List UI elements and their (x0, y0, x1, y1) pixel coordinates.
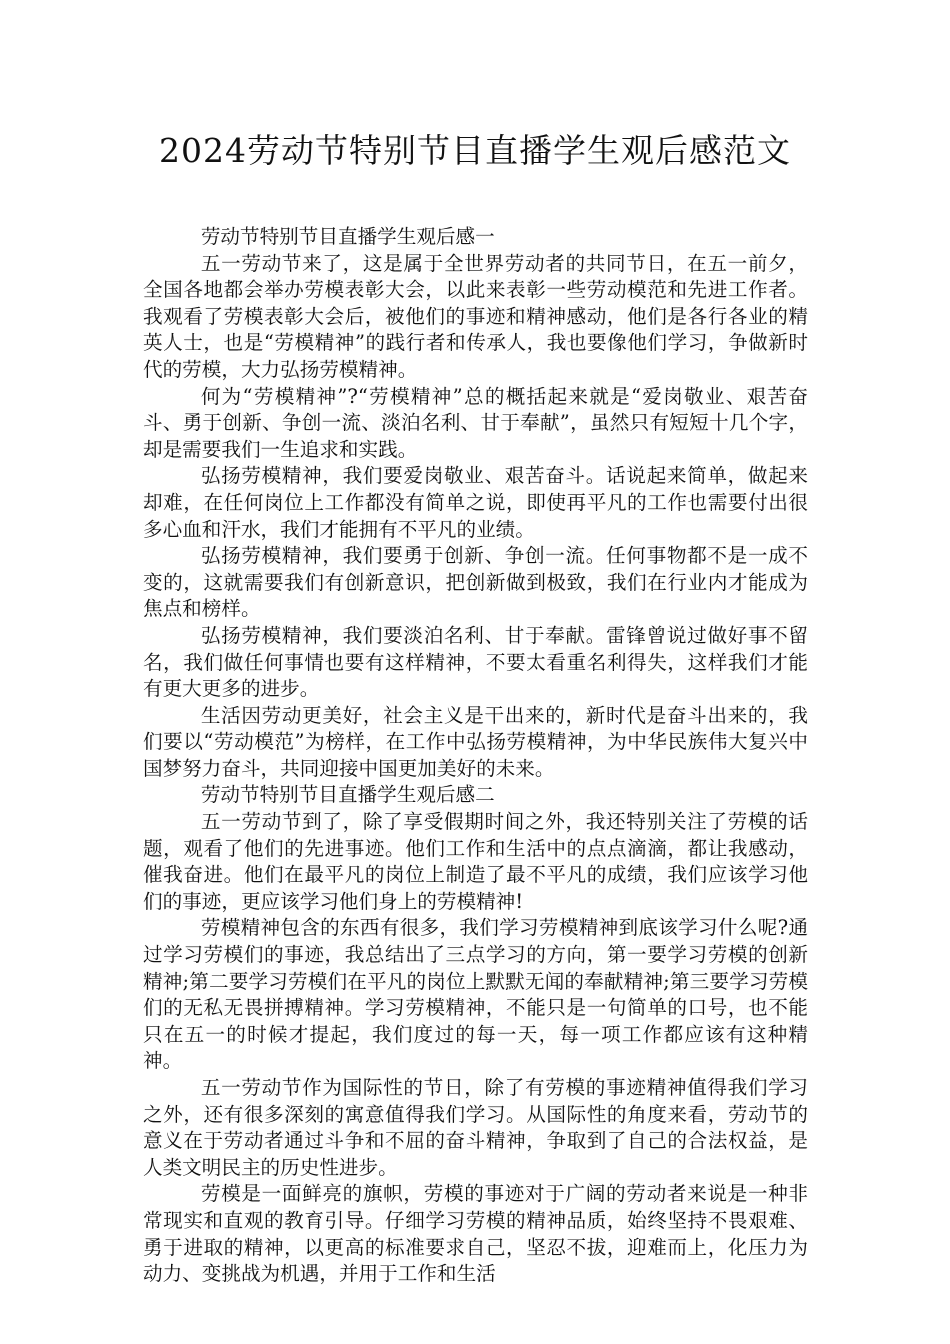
paragraph: 劳模是一面鲜亮的旗帜，劳模的事迹对于广阔的劳动者来说是一种非常现实和直观的教育引导。仔细学习劳模的精神品质，始终坚持不畏艰难、勇于进取的精神，以更高的标准要求自己，坚忍不拔，迎难而上，化压力为动力、变挑战为机遇，并用于工作和生活 (143, 1182, 808, 1286)
paragraph: 五一劳动节作为国际性的节日，除了有劳模的事迹精神值得我们学习之外，还有很多深刻的寓意值得我们学习。从国际性的角度来看，劳动节的意义在于劳动者通过斗争和不屈的奋斗精神，争取到了自己的合法权益，是人类文明民主的历史性进步。 (143, 1076, 808, 1179)
paragraph: 五一劳动节来了，这是属于全世界劳动者的共同节日，在五一前夕，全国各地都会举办劳模表彰大会，以此来表彰一些劳动模范和先进工作者。我观看了劳模表彰大会后，被他们的事迹和精神感动，他们是各行各业的精英人士，也是“劳模精神”的践行者和传承人，我也要像他们学习，争做新时代的劳模，大力弘扬劳模精神。 (143, 251, 808, 381)
paragraph: 弘扬劳模精神，我们要爱岗敬业、艰苦奋斗。话说起来简单，做起来却难，在任何岗位上工作都没有简单之说，即使再平凡的工作也需要付出很多心血和汗水，我们才能拥有不平凡的业绩。 (143, 464, 808, 541)
section-heading-2: 劳动节特别节目直播学生观后感二 (200, 783, 495, 807)
paragraph: 弘扬劳模精神，我们要淡泊名利、甘于奉献。雷锋曾说过做好事不留名，我们做任何事情也要有这样精神，不要太看重名利得失，这样我们才能有更大更多的进步。 (143, 623, 808, 701)
section-heading-1: 劳动节特别节目直播学生观后感一 (200, 225, 495, 248)
document-title: 2024劳动节特别节目直播学生观后感范文 (159, 131, 791, 170)
paragraph: 弘扬劳模精神，我们要勇于创新、争创一流。任何事物都不是一成不变的，这就需要我们有创新意识，把创新做到极致，我们在行业内才能成为焦点和榜样。 (143, 544, 808, 621)
paragraph: 五一劳动节到了，除了享受假期时间之外，我还特别关注了劳模的话题，观看了他们的先进事迹。他们工作和生活中的点点滴滴，都让我感动，催我奋进。他们在最平凡的岗位上制造了最不平凡的成绩，我们应该学习他们的事迹，更应该学习他们身上的劳模精神! (143, 810, 808, 913)
paragraph: 生活因劳动更美好，社会主义是干出来的，新时代是奋斗出来的，我们要以“劳动模范”为榜样，在工作中弘扬劳模精神，为中华民族伟大复兴中国梦努力奋斗，共同迎接中国更加美好的未来。 (143, 703, 808, 780)
paragraph: 劳模精神包含的东西有很多，我们学习劳模精神到底该学习什么呢?通过学习劳模们的事迹，我总结出了三点学习的方向，第一要学习劳模的创新精神;第二要学习劳模们在平凡的岗位上默默无闻的奉献精神;第三要学习劳模们的无私无畏拼搏精神。学习劳模精神，不能只是一句简单的口号，也不能只在五一的时候才提起，我们度过的每一天，每一项工作都应该有这种精神。 (143, 916, 808, 1073)
paragraph: 何为“劳模精神”?“劳模精神”总的概括起来就是“爱岗敬业、艰苦奋斗、勇于创新、争创一流、淡泊名利、甘于奉献”，虽然只有短短十几个字，却是需要我们一生追求和实践。 (143, 384, 808, 461)
document-body (143, 224, 808, 1288)
